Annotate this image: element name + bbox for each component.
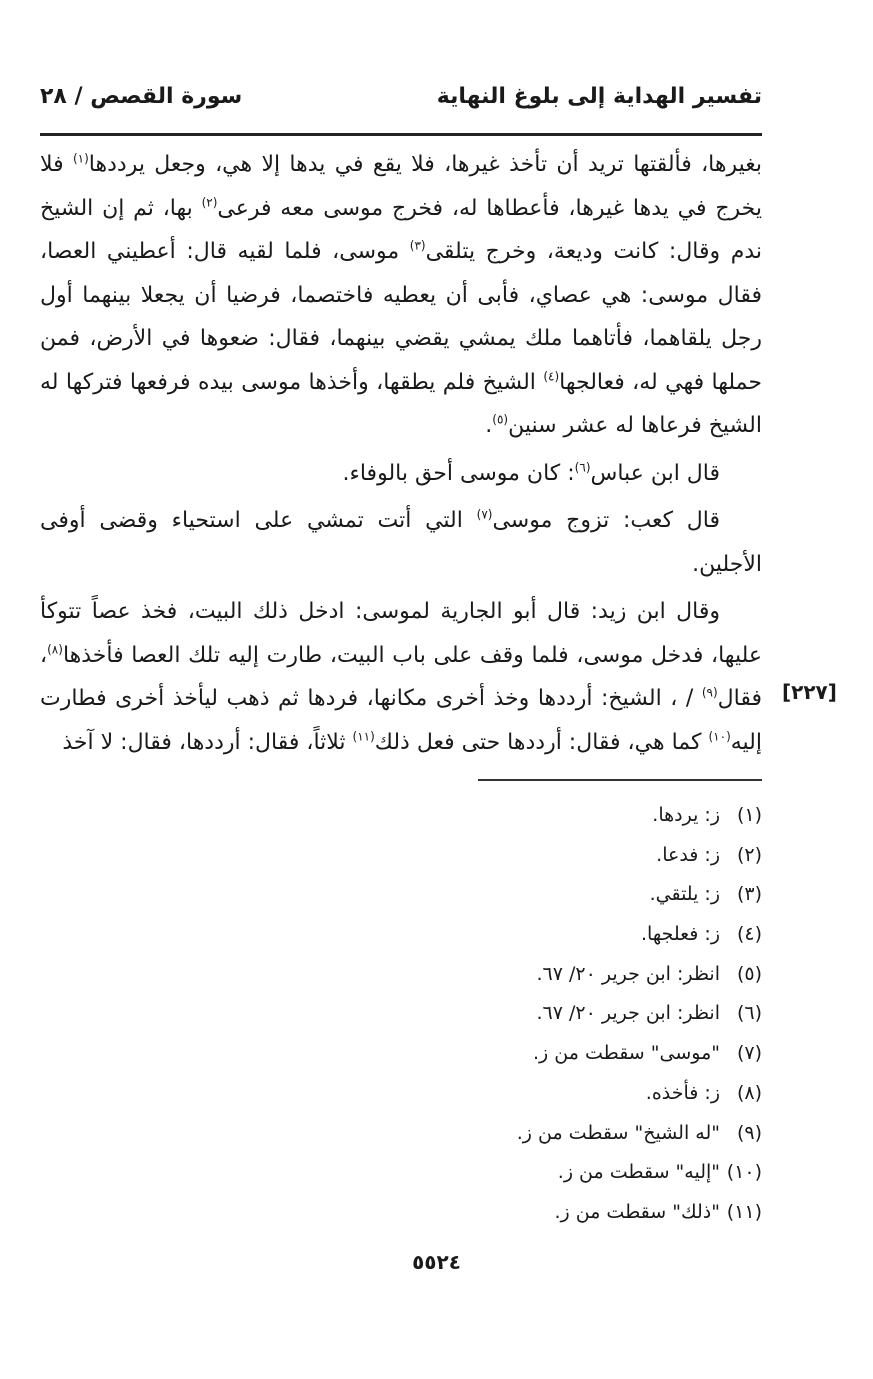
text-segment: : كان موسى أحق بالوفاء. bbox=[342, 460, 575, 486]
footnote-number: (٧) bbox=[736, 1042, 762, 1065]
footnote-number: (٦) bbox=[736, 1002, 762, 1025]
footnote-text: انظر: ابن جرير ٢٠/ ٦٧. bbox=[536, 1002, 720, 1025]
footnote-marker: (١) bbox=[72, 151, 89, 166]
main-text bbox=[40, 143, 762, 764]
paragraph bbox=[40, 586, 762, 764]
footnote-number: (٢) bbox=[736, 843, 762, 866]
footnote bbox=[300, 994, 762, 1034]
text-segment: . bbox=[485, 413, 493, 438]
text-segment: بغيرها، فألقتها تريد أن تأخذ غيرها، فلا يقع في يدها إلا هي، وجعل يرددها bbox=[88, 152, 762, 177]
footnote-text: ز: فأخذه. bbox=[645, 1081, 720, 1104]
margin-reference: [٢٢٧] bbox=[782, 680, 837, 704]
footnote bbox=[300, 915, 762, 955]
footnote-marker: (٧) bbox=[476, 507, 493, 522]
footnote-text: "موسى" سقطت من ز. bbox=[533, 1042, 720, 1065]
footnote-number: (١٠) bbox=[726, 1161, 762, 1184]
text-segment: ، فقال bbox=[40, 642, 762, 711]
header-rule bbox=[40, 133, 762, 136]
paragraph bbox=[40, 495, 762, 586]
footnote bbox=[300, 1114, 762, 1154]
footnote-marker: (١٠) bbox=[708, 729, 731, 744]
footnote-text: "له الشيخ" سقطت من ز. bbox=[516, 1121, 720, 1144]
footnote bbox=[300, 875, 762, 915]
footnote-marker: (٣) bbox=[409, 238, 426, 253]
text-segment: بها، ثم إن الشيخ ندم وقال: كانت وديعة، وخرج يتلقى bbox=[40, 195, 763, 264]
footnote-marker: (٨) bbox=[47, 642, 63, 657]
footnote-number: (١١) bbox=[726, 1200, 762, 1223]
footnote-marker: (١١) bbox=[352, 729, 375, 744]
footnote-text: "ذلك" سقطت من ز. bbox=[554, 1200, 720, 1223]
text-segment: ثلاثاً، فقال: أرددها، فقال: لا آخذ bbox=[62, 729, 353, 755]
text-segment: موسى، فلما لقيه قال: أعطيني العصا، فقال موسى: هي عصاي، فأبى أن يعطيه فاختصما، فرضيا أن يجعلا بينهما أول رجل يلقاهما، فأتاهما ملك يمشي يقضي بينهما، فقال: ضعوها في الأرض، فمن حملها فهي له، فعالجها bbox=[40, 239, 762, 395]
footnote bbox=[300, 955, 762, 995]
footnote-text: ز: فدعا. bbox=[656, 843, 720, 866]
text-segment: قال ابن عباس bbox=[590, 460, 720, 486]
running-header bbox=[40, 84, 762, 124]
text-segment: التي أتت تمشي على استحياء وقضى أوفى الأجلين. bbox=[40, 508, 762, 577]
footnote-number: (٣) bbox=[736, 883, 762, 906]
text-segment: قال كعب: تزوج موسى bbox=[492, 508, 720, 533]
footnote bbox=[300, 836, 762, 876]
surah-label: سورة القصص / ٢٨ bbox=[40, 84, 243, 109]
footnote bbox=[300, 1034, 762, 1074]
text-segment: / ، الشيخ: أرددها وخذ أخرى مكانها، فردها ثم ذهب ليأخذ أخرى فطارت إليه bbox=[40, 686, 762, 755]
paragraph bbox=[40, 143, 762, 448]
page-number: ٥٥٢٤ bbox=[412, 1250, 461, 1274]
footnotes-list bbox=[300, 796, 762, 1233]
text-segment: كما هي، فقال: أرددها حتى فعل ذلك bbox=[374, 729, 709, 755]
footnote-marker: (٤) bbox=[543, 369, 560, 384]
footnote-number: (٩) bbox=[736, 1121, 762, 1144]
footnote-text: ز: يردها. bbox=[652, 804, 720, 826]
text-segment: وقال ابن زيد: قال أبو الجارية لموسى: ادخل ذلك البيت، فخذ عصاً تتوكأ عليها، فدخل موسى، فلما وقف على باب البيت، طارت إليه تلك العصا فأخذها bbox=[40, 599, 762, 668]
book-title: تفسير الهداية إلى بلوغ النهاية bbox=[436, 84, 762, 109]
footnote bbox=[300, 1193, 762, 1233]
footnote-rule bbox=[478, 779, 762, 781]
footnote-text: "إليه" سقطت من ز. bbox=[557, 1161, 720, 1184]
footnote-number: (٤) bbox=[736, 923, 762, 946]
footnote bbox=[300, 796, 762, 836]
footnote-text: انظر: ابن جرير ٢٠/ ٦٧. bbox=[536, 962, 720, 985]
footnote-marker: (٥) bbox=[492, 412, 509, 427]
footnote bbox=[300, 1074, 762, 1114]
text-segment: فلا يخرج في يدها غيرها، فأعطاها له، فخرج موسى معه فرعى bbox=[40, 152, 762, 221]
footnote-marker: (٦) bbox=[574, 460, 591, 475]
footnote-marker: (٩) bbox=[701, 685, 718, 700]
footnote-number: (١) bbox=[736, 804, 762, 826]
footnote-marker: (٢) bbox=[201, 195, 218, 210]
paragraph bbox=[40, 448, 762, 496]
footnote-number: (٨) bbox=[736, 1081, 762, 1104]
text-segment: الشيخ فلم يطقها، وأخذها موسى بيده فرفعها فتركها له الشيخ فرعاها له عشر سنين bbox=[40, 369, 762, 438]
footnote-text: ز: يلتقي. bbox=[649, 883, 720, 906]
footnote-text: ز: فعلجها. bbox=[640, 923, 720, 946]
footnote-number: (٥) bbox=[736, 962, 762, 985]
footnote bbox=[300, 1153, 762, 1193]
